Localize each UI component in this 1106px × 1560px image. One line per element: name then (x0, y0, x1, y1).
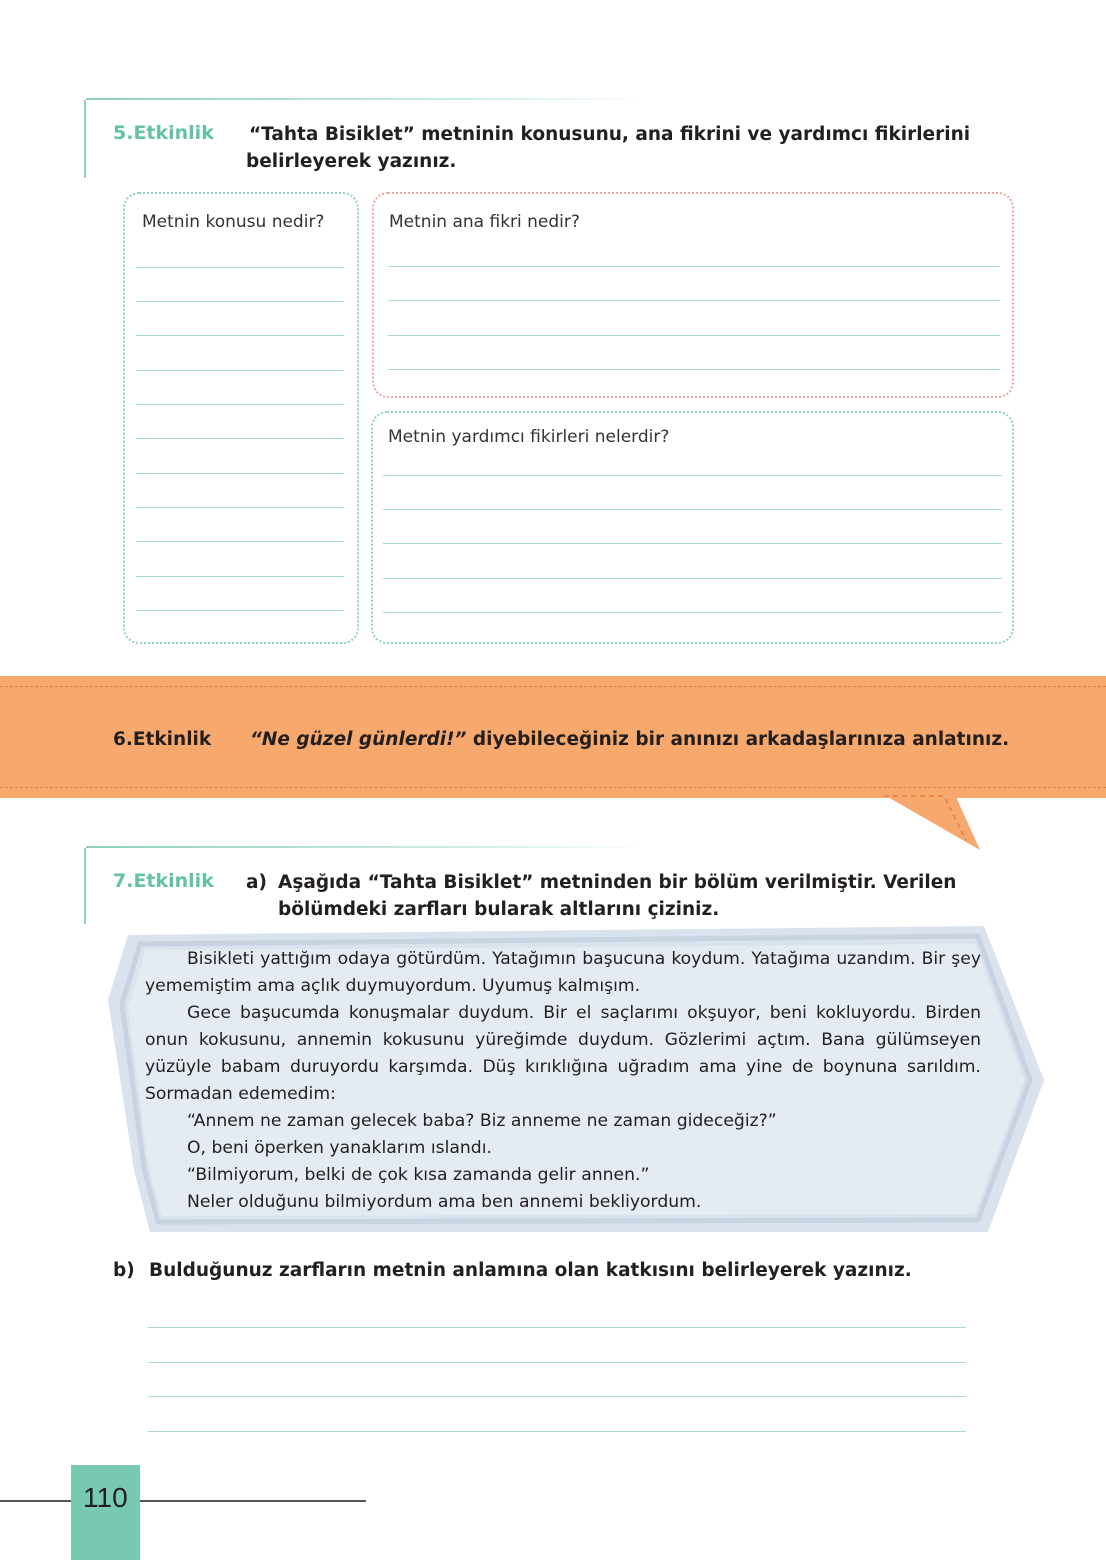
passage-paragraph: Gece başucumda konuşmalar duydum. Bir el saçlarımı okşuyor, beni kokluyordu. Birden onun kokusunu, annemin kokusunu yüreğimde duydum. Gözlerimi açtım. Bana gülümseyen yüzüyle babam duruyordu karşımda. Düş kırıklığına uğradım ama yine de boynuna sarıldım. Sormadan edemedim: (145, 1003, 981, 1104)
main-idea-question: Metnin ana fikri nedir? (389, 212, 580, 232)
part-a-line2: bölümdeki zarfları bularak altlarını çiziniz. (278, 899, 720, 920)
passage-text (145, 946, 981, 1216)
activity6-quote: “Ne güzel günlerdi!” (250, 729, 467, 750)
passage-paragraph: Neler olduğunu bilmiyordum ama ben annemi bekliyordum. (187, 1192, 702, 1212)
activity7-label: 7.Etkinlik (113, 870, 214, 892)
writing-line (148, 1327, 966, 1328)
passage-paragraph: “Annem ne zaman gelecek baba? Biz anneme ne zaman gideceğiz?” (187, 1111, 777, 1131)
activity7-part-a-marker: a) (246, 872, 267, 893)
activity5-title-line2: belirleyerek yazınız. (246, 151, 457, 172)
supporting-ideas-question: Metnin yardımcı fikirleri nelerdir? (388, 427, 670, 447)
passage-paragraph: Bisikleti yattığım odaya götürdüm. Yatağımın başucuna koydum. Yatağıma uzandım. Bir şey yememiştim ama açlık duymuyordum. Uyumuş kalmışım. (145, 949, 981, 996)
topic-question: Metnin konusu nedir? (142, 212, 325, 232)
activity5-label: 5.Etkinlik (113, 122, 214, 144)
writing-line (148, 1431, 966, 1432)
activity6-label: 6.Etkinlik (113, 729, 212, 750)
page-rule-right (140, 1500, 366, 1502)
writing-line (148, 1396, 966, 1397)
part-b-marker: b) (113, 1260, 135, 1281)
writing-line (148, 1362, 966, 1363)
page-number: 110 (83, 1482, 128, 1513)
part-a-line1: Aşağıda “Tahta Bisiklet” metninden bir bölüm verilmiştir. Verilen (278, 872, 957, 893)
page-rule-left (0, 1500, 71, 1502)
part-b-instruction: Bulduğunuz zarfların metnin anlamına olan katkısını belirleyerek yazınız. (149, 1260, 912, 1281)
activity5-title-line1: “Tahta Bisiklet” metninin konusunu, ana fikrini ve yardımcı fikirlerini (249, 124, 971, 145)
passage-paragraph: O, beni öperken yanaklarım ıslandı. (187, 1138, 492, 1158)
passage-paragraph: “Bilmiyorum, belki de çok kısa zamanda gelir annen.” (187, 1165, 650, 1185)
activity6-instruction: diyebileceğiniz bir anınızı arkadaşlarınıza anlatınız. (466, 729, 1010, 750)
